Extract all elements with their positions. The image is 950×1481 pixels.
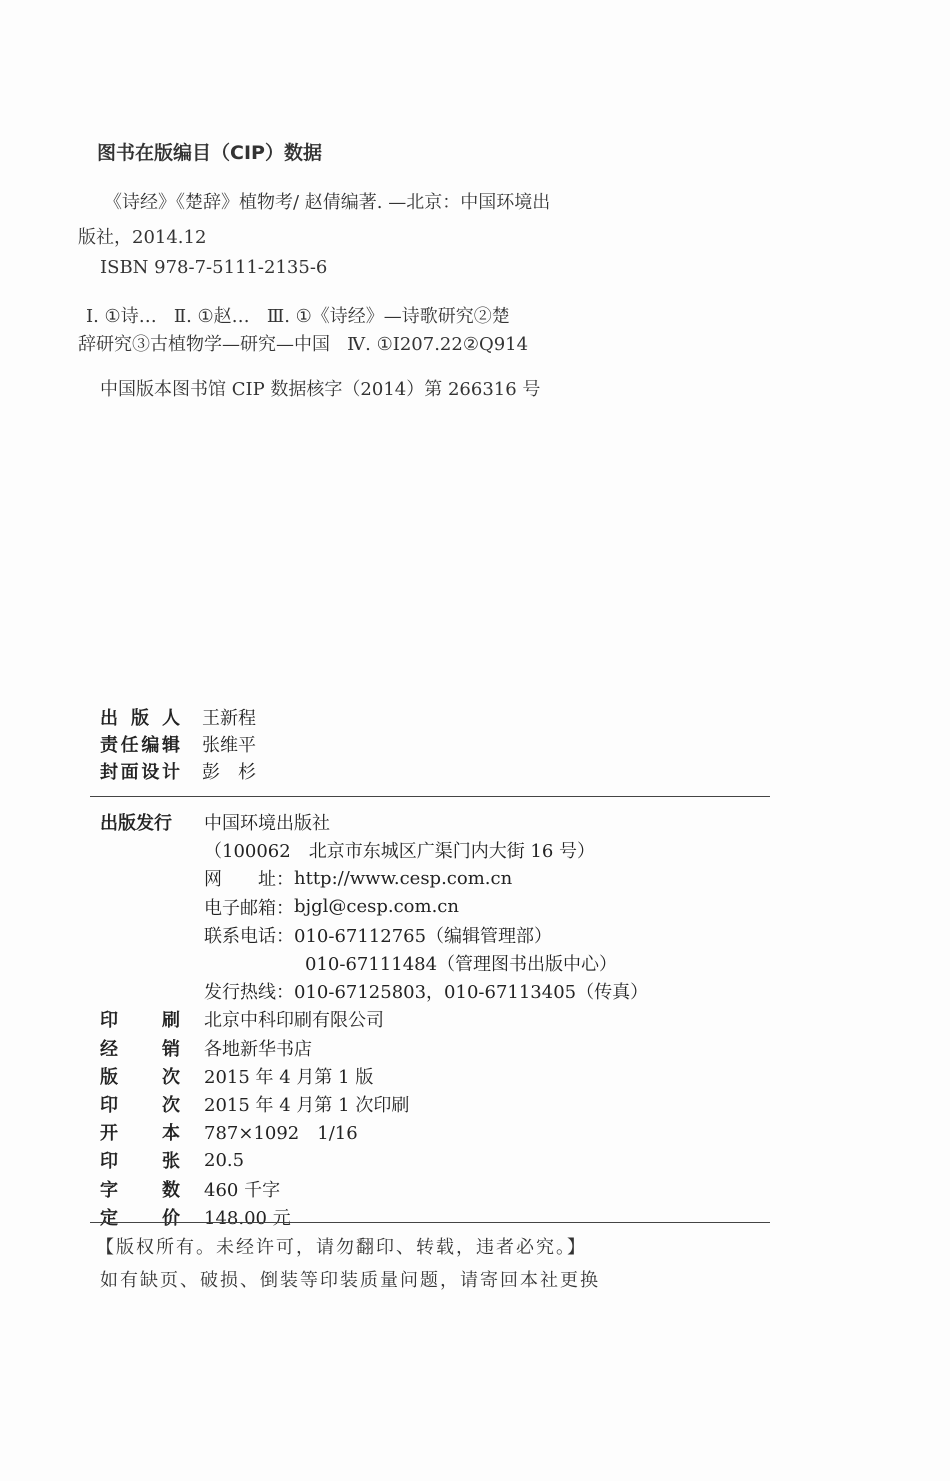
credits-block (100, 703, 256, 784)
credit-label (100, 758, 202, 784)
label-char: 计 (161, 761, 180, 783)
label-char: 刷 (162, 1010, 180, 1032)
label-char: 印 (100, 1010, 118, 1032)
label-char: 销 (162, 1038, 180, 1060)
label-char: 次 (162, 1094, 180, 1116)
label-char: 编 (141, 734, 160, 756)
publisher-row (100, 808, 648, 836)
label-char: 辑 (161, 734, 180, 756)
spec-value: 148.00 元 (204, 1207, 291, 1229)
spec-row-sheets (100, 1146, 648, 1174)
cip-title-line-cont: 版社，2014.12 (78, 227, 207, 248)
spec-value: 787×1092 1/16 (204, 1123, 358, 1145)
spec-value: 20.5 (204, 1149, 245, 1171)
label-char: 人 (162, 707, 180, 729)
label-char: 经 (100, 1038, 118, 1060)
phone-row (100, 921, 648, 949)
publisher-name: 中国环境出版社 (204, 813, 330, 835)
label-char: 开 (100, 1123, 118, 1145)
label-char: 印 (100, 1151, 118, 1173)
phone-row-2 (100, 949, 648, 977)
spec-row-format (100, 1118, 648, 1146)
label-char: 面 (120, 761, 139, 783)
spec-row-word-count (100, 1174, 648, 1202)
hotline-numbers: 010-67125803，010-67113405（传真） (294, 982, 649, 1004)
label-char: 设 (141, 761, 160, 783)
label-char: 责 (100, 734, 118, 756)
website-link[interactable]: http://www.cesp.com.cn (294, 867, 513, 889)
credit-value: 王新程 (202, 707, 256, 729)
hotline-label: 发行热线： (204, 982, 294, 1004)
cip-isbn: ISBN 978-7-5111-2135-6 (100, 257, 328, 278)
spec-row-distributor (100, 1034, 648, 1062)
credit-publisher-person (100, 703, 256, 730)
email-row (100, 893, 648, 921)
email-label: 电子邮箱： (204, 897, 294, 919)
spec-label (100, 1063, 204, 1089)
quality-notice: 如有缺页、破损、倒装等印装质量问题，请寄回本社更换 (100, 1270, 600, 1291)
phone-number-1: 010-67112765（编辑管理部） (294, 925, 553, 947)
cip-classification-line-cont: 辞研究③古植物学—研究—中国 Ⅳ. ①I207.22②Q914 (78, 334, 529, 355)
spec-row-printing (100, 1090, 648, 1118)
spec-row-edition (100, 1062, 648, 1090)
spec-value: 2015 年 4 月第 1 版 (204, 1066, 374, 1088)
label-char: 张 (162, 1151, 180, 1173)
spec-row-printer (100, 1005, 648, 1033)
label-char: 次 (162, 1066, 180, 1088)
spec-label (100, 1006, 204, 1032)
cip-record-number: 中国版本图书馆 CIP 数据核字（2014）第 266316 号 (100, 379, 541, 400)
spec-label (100, 1147, 204, 1173)
divider-bottom (90, 1222, 770, 1223)
spec-value: 460 千字 (204, 1179, 281, 1201)
cip-heading: 图书在版编目（CIP）数据 (97, 142, 322, 164)
copyright-notice: 【版权所有。未经许可，请勿翻印、转载，违者必究。】 (96, 1237, 587, 1258)
label-char: 字 (100, 1179, 118, 1201)
publisher-address-row (100, 836, 648, 864)
spec-label (100, 1035, 204, 1061)
credit-value: 张维平 (202, 734, 256, 756)
label-char: 本 (162, 1123, 180, 1145)
publisher-label: 出版发行 (100, 813, 172, 835)
publisher-block (100, 808, 648, 1231)
website-row (100, 864, 648, 892)
cip-title-line: 《诗经》《楚辞》植物考/ 赵倩编著. —北京：中国环境出 (104, 192, 551, 213)
spec-label (100, 1176, 204, 1202)
spec-label (100, 1091, 204, 1117)
label-char: 任 (120, 734, 139, 756)
label-char: 数 (162, 1179, 180, 1201)
spec-value: 各地新华书店 (204, 1038, 312, 1060)
label-char: 价 (162, 1207, 180, 1229)
spec-value: 北京中科印刷有限公司 (204, 1010, 384, 1032)
credit-editor (100, 730, 256, 757)
label-char: 封 (100, 761, 118, 783)
hotline-row (100, 977, 648, 1005)
label-char: 版 (131, 707, 149, 729)
spec-row-price (100, 1203, 648, 1231)
divider-top (90, 796, 770, 797)
publisher-address: （100062 北京市东城区广渠门内大街 16 号） (204, 841, 596, 863)
email-link[interactable]: bjgl@cesp.com.cn (294, 896, 459, 918)
website-label: 网 址： (204, 869, 294, 891)
label-char: 出 (100, 707, 118, 729)
spec-label (100, 1204, 204, 1230)
label-char: 版 (100, 1066, 118, 1088)
credit-label (100, 704, 202, 730)
label-char: 印 (100, 1094, 118, 1116)
label-char: 定 (100, 1207, 118, 1229)
cip-classification-line: Ⅰ. ①诗… Ⅱ. ①赵… Ⅲ. ①《诗经》—诗歌研究②楚 (86, 306, 510, 327)
credit-value: 彭 杉 (202, 761, 256, 783)
credit-label (100, 731, 202, 757)
spec-label (100, 1119, 204, 1145)
phone-label: 联系电话： (204, 925, 294, 947)
credit-cover-design (100, 757, 256, 784)
phone-number-2: 010-67111484（管理图书出版中心） (305, 954, 618, 976)
spec-value: 2015 年 4 月第 1 次印刷 (204, 1094, 410, 1116)
